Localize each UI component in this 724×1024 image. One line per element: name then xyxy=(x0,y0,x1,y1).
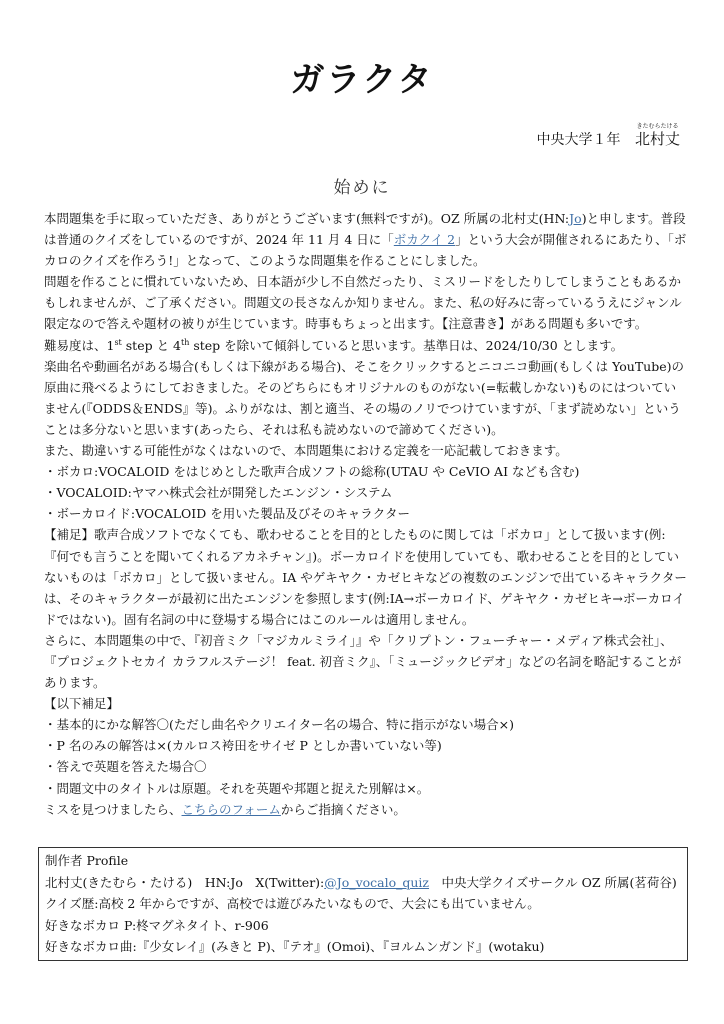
hn-link[interactable]: Jo xyxy=(569,211,582,226)
intro-paragraph-5: また、勘違いする可能性がなくはないので、本問題集における定義を一応記載しておきます。 xyxy=(44,443,568,459)
twitter-link[interactable]: @Jo_vocalo_quiz xyxy=(324,874,430,890)
profile-line: 好きなボカロ曲:『少女レイ』(みきと P)、『テオ』(Omoi)、『ヨルムンガンド』(wotaku) xyxy=(45,939,545,955)
supplement-paragraph: 【補足】歌声合成ソフトでなくても、歌わせることを目的としたものに関しては「ボカロ」として扱います(例:『何でも言うことを聞いてくれるアカネチャン』)。ボーカロイドを使用していても、歌わせることを目的としていないものは「ボカロ」として扱いません。IA やゲキヤク・カゼヒキなどの複数のエンジンで出ているキャラクターは、そのキャラクターが最初に出たエンジンを参照します(例:IA→ボーカロイド、ゲキヤク・カゼヒキ→ボーカロイドではない)。固有名詞の中に登場する場合にはこのルールは適用しません。 xyxy=(44,527,687,627)
definition-item: ・ボカロ:VOCALOID をはじめとした歌声合成ソフトの総称(UTAU や CeVIO AI なども含む) xyxy=(44,464,580,480)
profile-heading: 制作者 Profile xyxy=(45,853,129,868)
abbreviation-paragraph: さらに、本問題集の中で、『初音ミク「マジカルミライ」』や「クリプトン・フューチャー・メディア株式会社」、『プロジェクトセカイ カラフルステージ！ feat. 初音ミク』、「ミュージックビデオ」などの名詞を略記することがあります。 xyxy=(44,632,682,691)
definition-item: ・VOCALOID:ヤマハ株式会社が開発したエンジン・システム xyxy=(44,485,393,501)
feedback-paragraph: ミスを見つけましたら、こちらのフォームからご指摘ください。 xyxy=(44,801,406,817)
definition-item: ・ボーカロイド:VOCALOID を用いた製品及びそのキャラクター xyxy=(44,506,410,522)
intro-paragraph-3: 難易度は、1st step と 4th step を除いて傾斜していると思います。基準日は、2024/10/30 とします。 xyxy=(44,337,624,353)
author-name-text: 北村丈 xyxy=(634,130,680,148)
author-name-ruby: きたむらたける xyxy=(636,123,679,130)
supplement-heading: 【以下補足】 xyxy=(44,696,120,712)
profile-line: クイズ歴:高校 2 年からですが、高校では遊びみたいなもので、大会にも出ていません。 xyxy=(45,896,540,912)
author-name xyxy=(634,123,680,148)
intro-body xyxy=(44,208,688,820)
profile-box xyxy=(38,847,688,961)
feedback-form-link[interactable]: こちらのフォーム xyxy=(181,801,281,817)
supplement-item: ・問題文中のタイトルは原題。それを英題や邦題と捉えた別解は×。 xyxy=(44,780,430,796)
author-line xyxy=(536,123,680,149)
author-affiliation: 中央大学１年 xyxy=(536,132,621,148)
document-title: ガラクタ xyxy=(290,60,434,100)
section-heading: 始めに xyxy=(333,178,391,198)
profile-line: 好きなボカロ P:柊マグネタイト、r-906 xyxy=(45,917,269,933)
supplement-item: ・答えで英題を答えた場合〇 xyxy=(44,759,207,775)
supplement-item: ・基本的にかな解答〇(ただし曲名やクリエイター名の場合、特に指示がない場合×) xyxy=(44,717,514,733)
intro-paragraph-1: 本問題集を手に取っていただき、ありがとうございます(無料ですが)。OZ 所属の北村丈(HN:Jo)と申します。普段は普通のクイズをしているのですが、2024 年 11 月 4 日に「ボカクイ 2」という大会が開催されるにあたり、「ボカロのクイズを作ろう!」となって、このような問題集を作ることにしました。 xyxy=(44,211,687,269)
profile-line: 北村丈(きたむら・たける) HN:Jo X(Twitter):@Jo_vocalo_quiz 中央大学クイズサークル OZ 所属(茗荷谷) xyxy=(45,874,677,890)
intro-paragraph-2: 問題を作ることに慣れていないため、日本語が少し不自然だったり、ミスリードをしたりしてしまうこともあるかもしれませんが、ご了承ください。問題文の長さなんか知りません。また、私の好みに寄っているうえにジャンル限定なので答えや題材の被りが生じています。時事もちょっと出ます。【注意書き】がある問題も多いです。 xyxy=(44,274,682,332)
bokakui-link[interactable]: ボカクイ 2 xyxy=(393,232,456,248)
supplement-item: ・P 名のみの解答は×(カルロス袴田をサイゼ P としか書いていない等) xyxy=(44,738,442,754)
intro-paragraph-4: 楽曲名や動画名がある場合(もしくは下線がある場合)、そこをクリックするとニコニコ動画(もしくは YouTube)の原曲に飛べるようにしておきました。そのどちらにもオリジナルのものがない(=転載しかない)ものにはついていません(『ODDS＆ENDS』等)。ふりがなは、割と適当、その場のノリでつけていますが、「まず読めない」ということは多分ないと思います(あったら、それは私も読めないので諦めてください)。 xyxy=(44,358,685,437)
